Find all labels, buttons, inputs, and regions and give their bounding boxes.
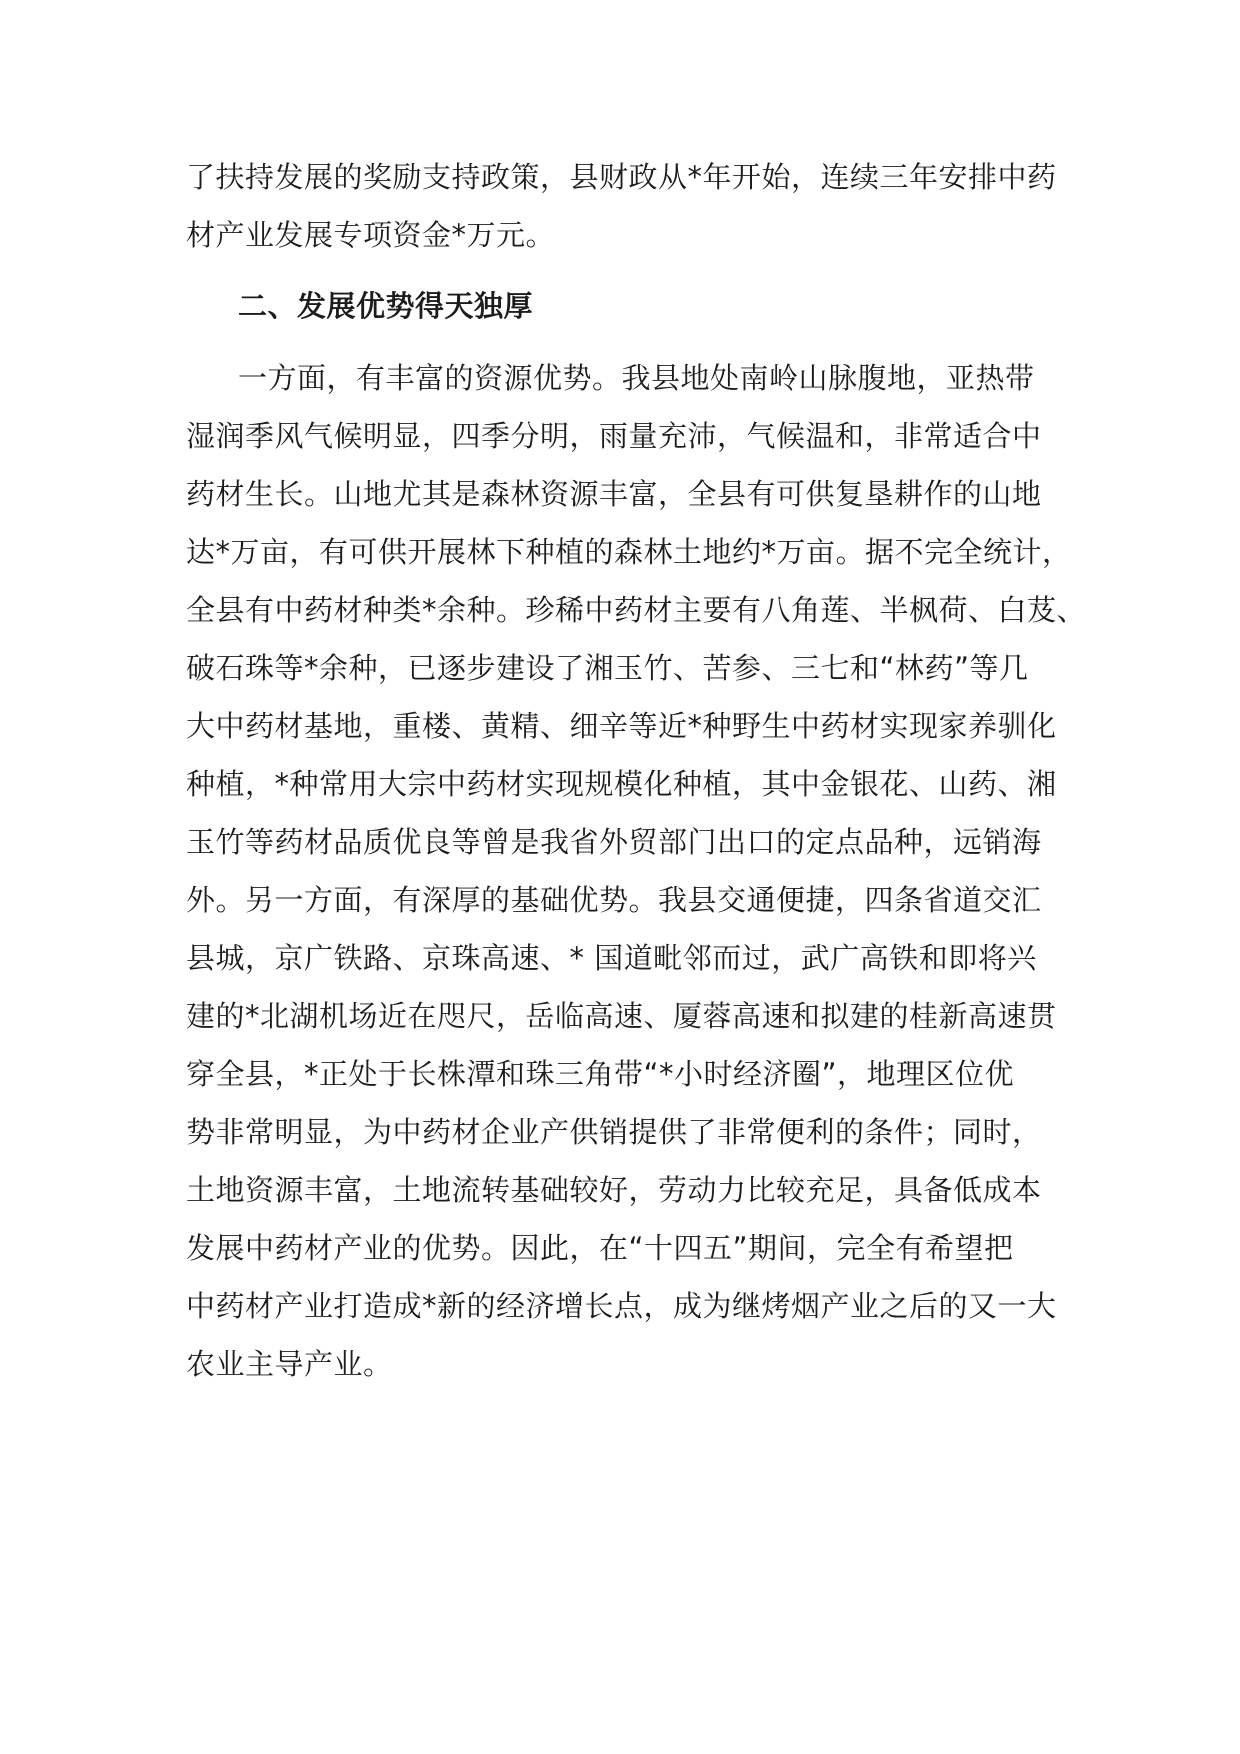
text-line: 达*万亩，有可供开展林下种植的森林土地约*万亩。据不完全统计，	[186, 535, 1072, 569]
text-line: 一方面，有丰富的资源优势。我县地处南岭山脉腹地，亚热带	[238, 361, 1035, 395]
text-line: 势非常明显，为中药材企业产供销提供了非常便利的条件；同时，	[186, 1115, 1042, 1149]
text-line: 全县有中药材种类*余种。珍稀中药材主要有八角莲、半枫荷、白芨、	[186, 593, 1087, 627]
text-line: 了扶持发展的奖励支持政策，县财政从*年开始，连续三年安排中药	[186, 160, 1057, 194]
text-line: 建的*北湖机场近在咫尺，岳临高速、厦蓉高速和拟建的桂新高速贯	[186, 999, 1057, 1033]
text-line: 玉竹等药材品质优良等曾是我省外贸部门出口的定点品种，远销海	[186, 825, 1042, 859]
text-line: 中药材产业打造成*新的经济增长点，成为继烤烟产业之后的又一大	[186, 1289, 1057, 1323]
text-line: 发展中药材产业的优势。因此，在“十四五”期间，完全有希望把	[186, 1231, 1014, 1265]
text-line: 土地资源丰富，土地流转基础较好，劳动力比较充足，具备低成本	[186, 1173, 1042, 1207]
text-line: 破石珠等*余种，已逐步建设了湘玉竹、苦参、三七和“林药”等几	[186, 651, 1029, 685]
text-line: 县城，京广铁路、京珠高速、* 国道毗邻而过，武广高铁和即将兴	[186, 941, 1037, 975]
text-line: 外。另一方面，有深厚的基础优势。我县交通便捷，四条省道交汇	[186, 883, 1042, 917]
text-line: 材产业发展专项资金*万元。	[186, 218, 556, 252]
text-line: 农业主导产业。	[186, 1347, 393, 1381]
text-line: 湿润季风气候明显，四季分明，雨量充沛，气候温和，非常适合中	[186, 419, 1042, 453]
section-heading: 二、发展优势得天独厚	[238, 289, 534, 323]
text-line: 种植，*种常用大宗中药材实现规模化种植，其中金银花、山药、湘	[186, 767, 1057, 801]
text-line: 药材生长。山地尤其是森林资源丰富，全县有可供复垦耕作的山地	[186, 477, 1042, 511]
text-line: 穿全县，*正处于长株潭和珠三角带“*小时经济圈”，地理区位优	[186, 1057, 1015, 1091]
text-line: 大中药材基地，重楼、黄精、细辛等近*种野生中药材实现家养驯化	[186, 709, 1057, 743]
